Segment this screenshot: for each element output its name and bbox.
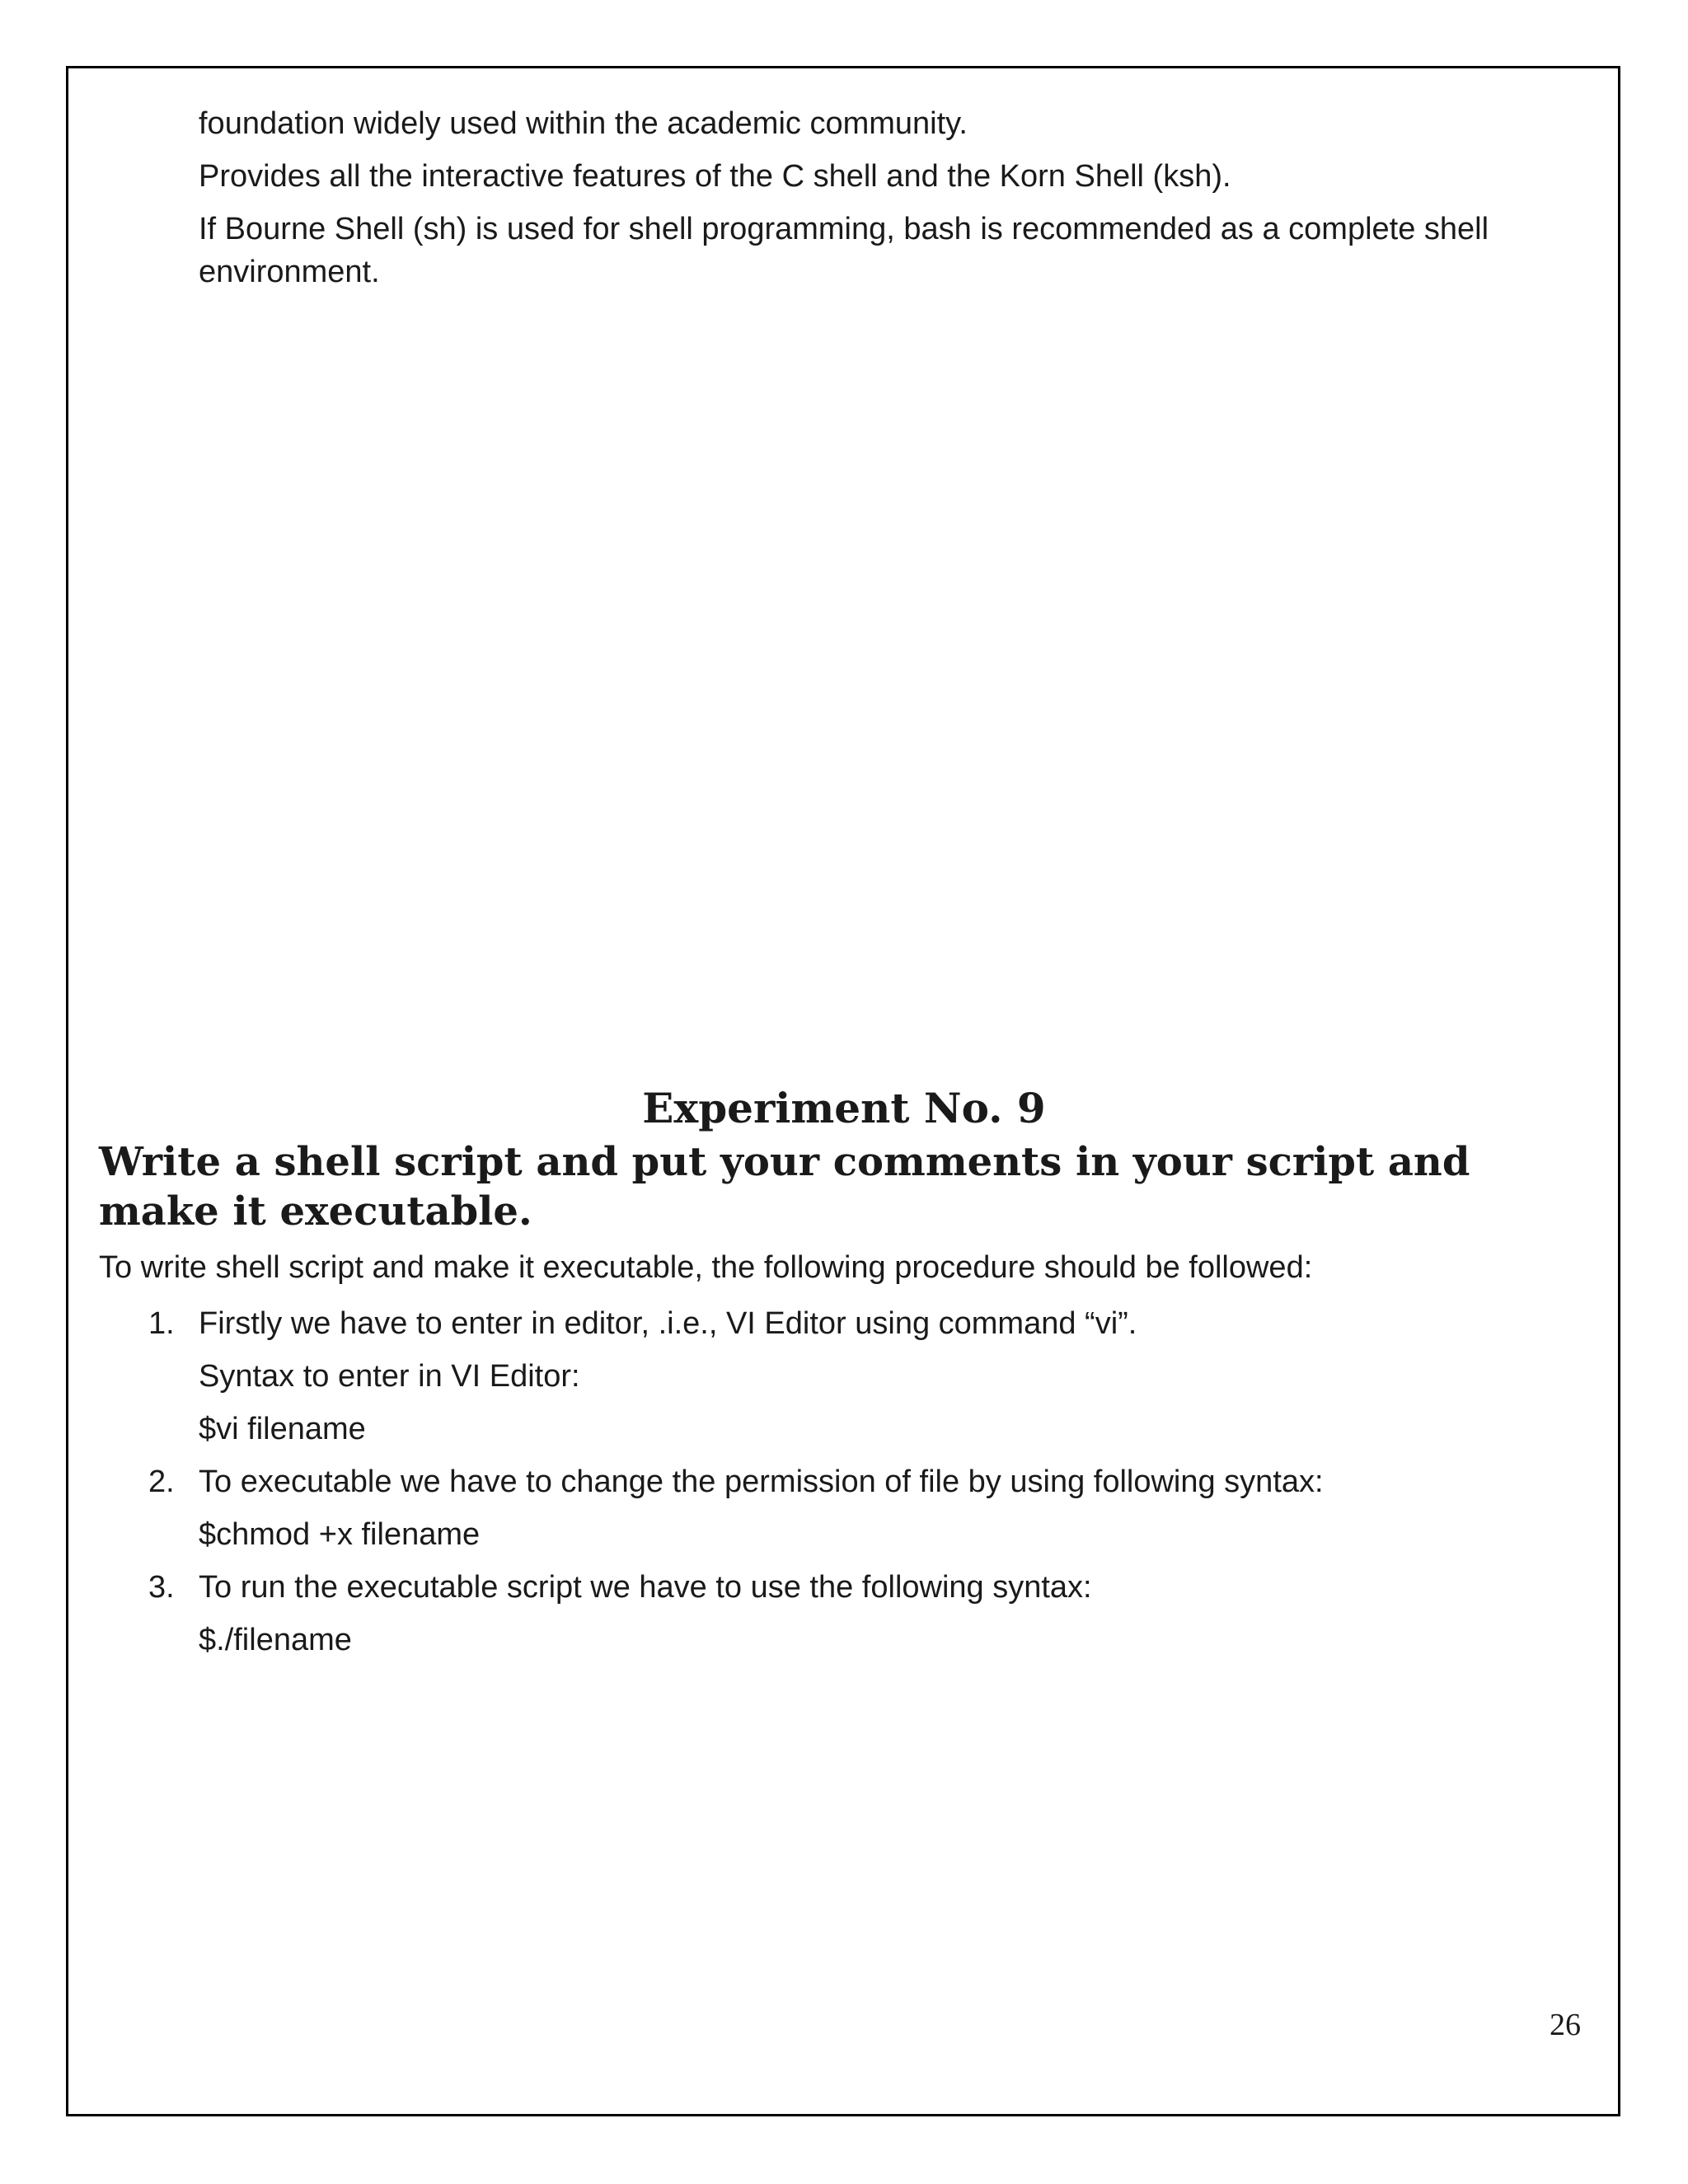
intro-line-3: If Bourne Shell (sh) is used for shell programming, bash is recommended as a complete shell environment. [199,212,1489,289]
step-text: To executable we have to change the permission of file by using following syntax: [199,1465,1324,1499]
step-command: $vi filename [199,1412,366,1446]
intro-line-2: Provides all the interactive features of the C shell and the Korn Shell (ksh). [199,159,1231,194]
experiment-title: Experiment No. 9 [642,1084,1046,1132]
intro-line-1: foundation widely used within the academic community. [199,106,968,141]
intro-text [199,97,1550,293]
step-detail: Syntax to enter in VI Editor: [199,1359,580,1394]
step-text: Firstly we have to enter in editor, .i.e., VI Editor using command “vi”. [199,1306,1137,1341]
page-number: 26 [1550,2008,1581,2042]
procedure-intro: To write shell script and make it executable, the following procedure should be followed: [99,1250,1313,1285]
experiment-aim: Write a shell script and put your comments in your script and make it executable. [99,1139,1470,1235]
step-3 [99,1561,1550,1666]
step-number: 3. [148,1570,175,1605]
step-command: $chmod +x filename [199,1517,481,1552]
procedure-steps [99,1297,1550,1666]
step-number: 1. [148,1306,175,1341]
step-number: 2. [148,1465,175,1499]
step-command: $./filename [199,1623,352,1657]
step-2 [99,1455,1550,1561]
step-text: To run the executable script we have to use the following syntax: [199,1570,1092,1605]
step-1 [99,1297,1550,1455]
